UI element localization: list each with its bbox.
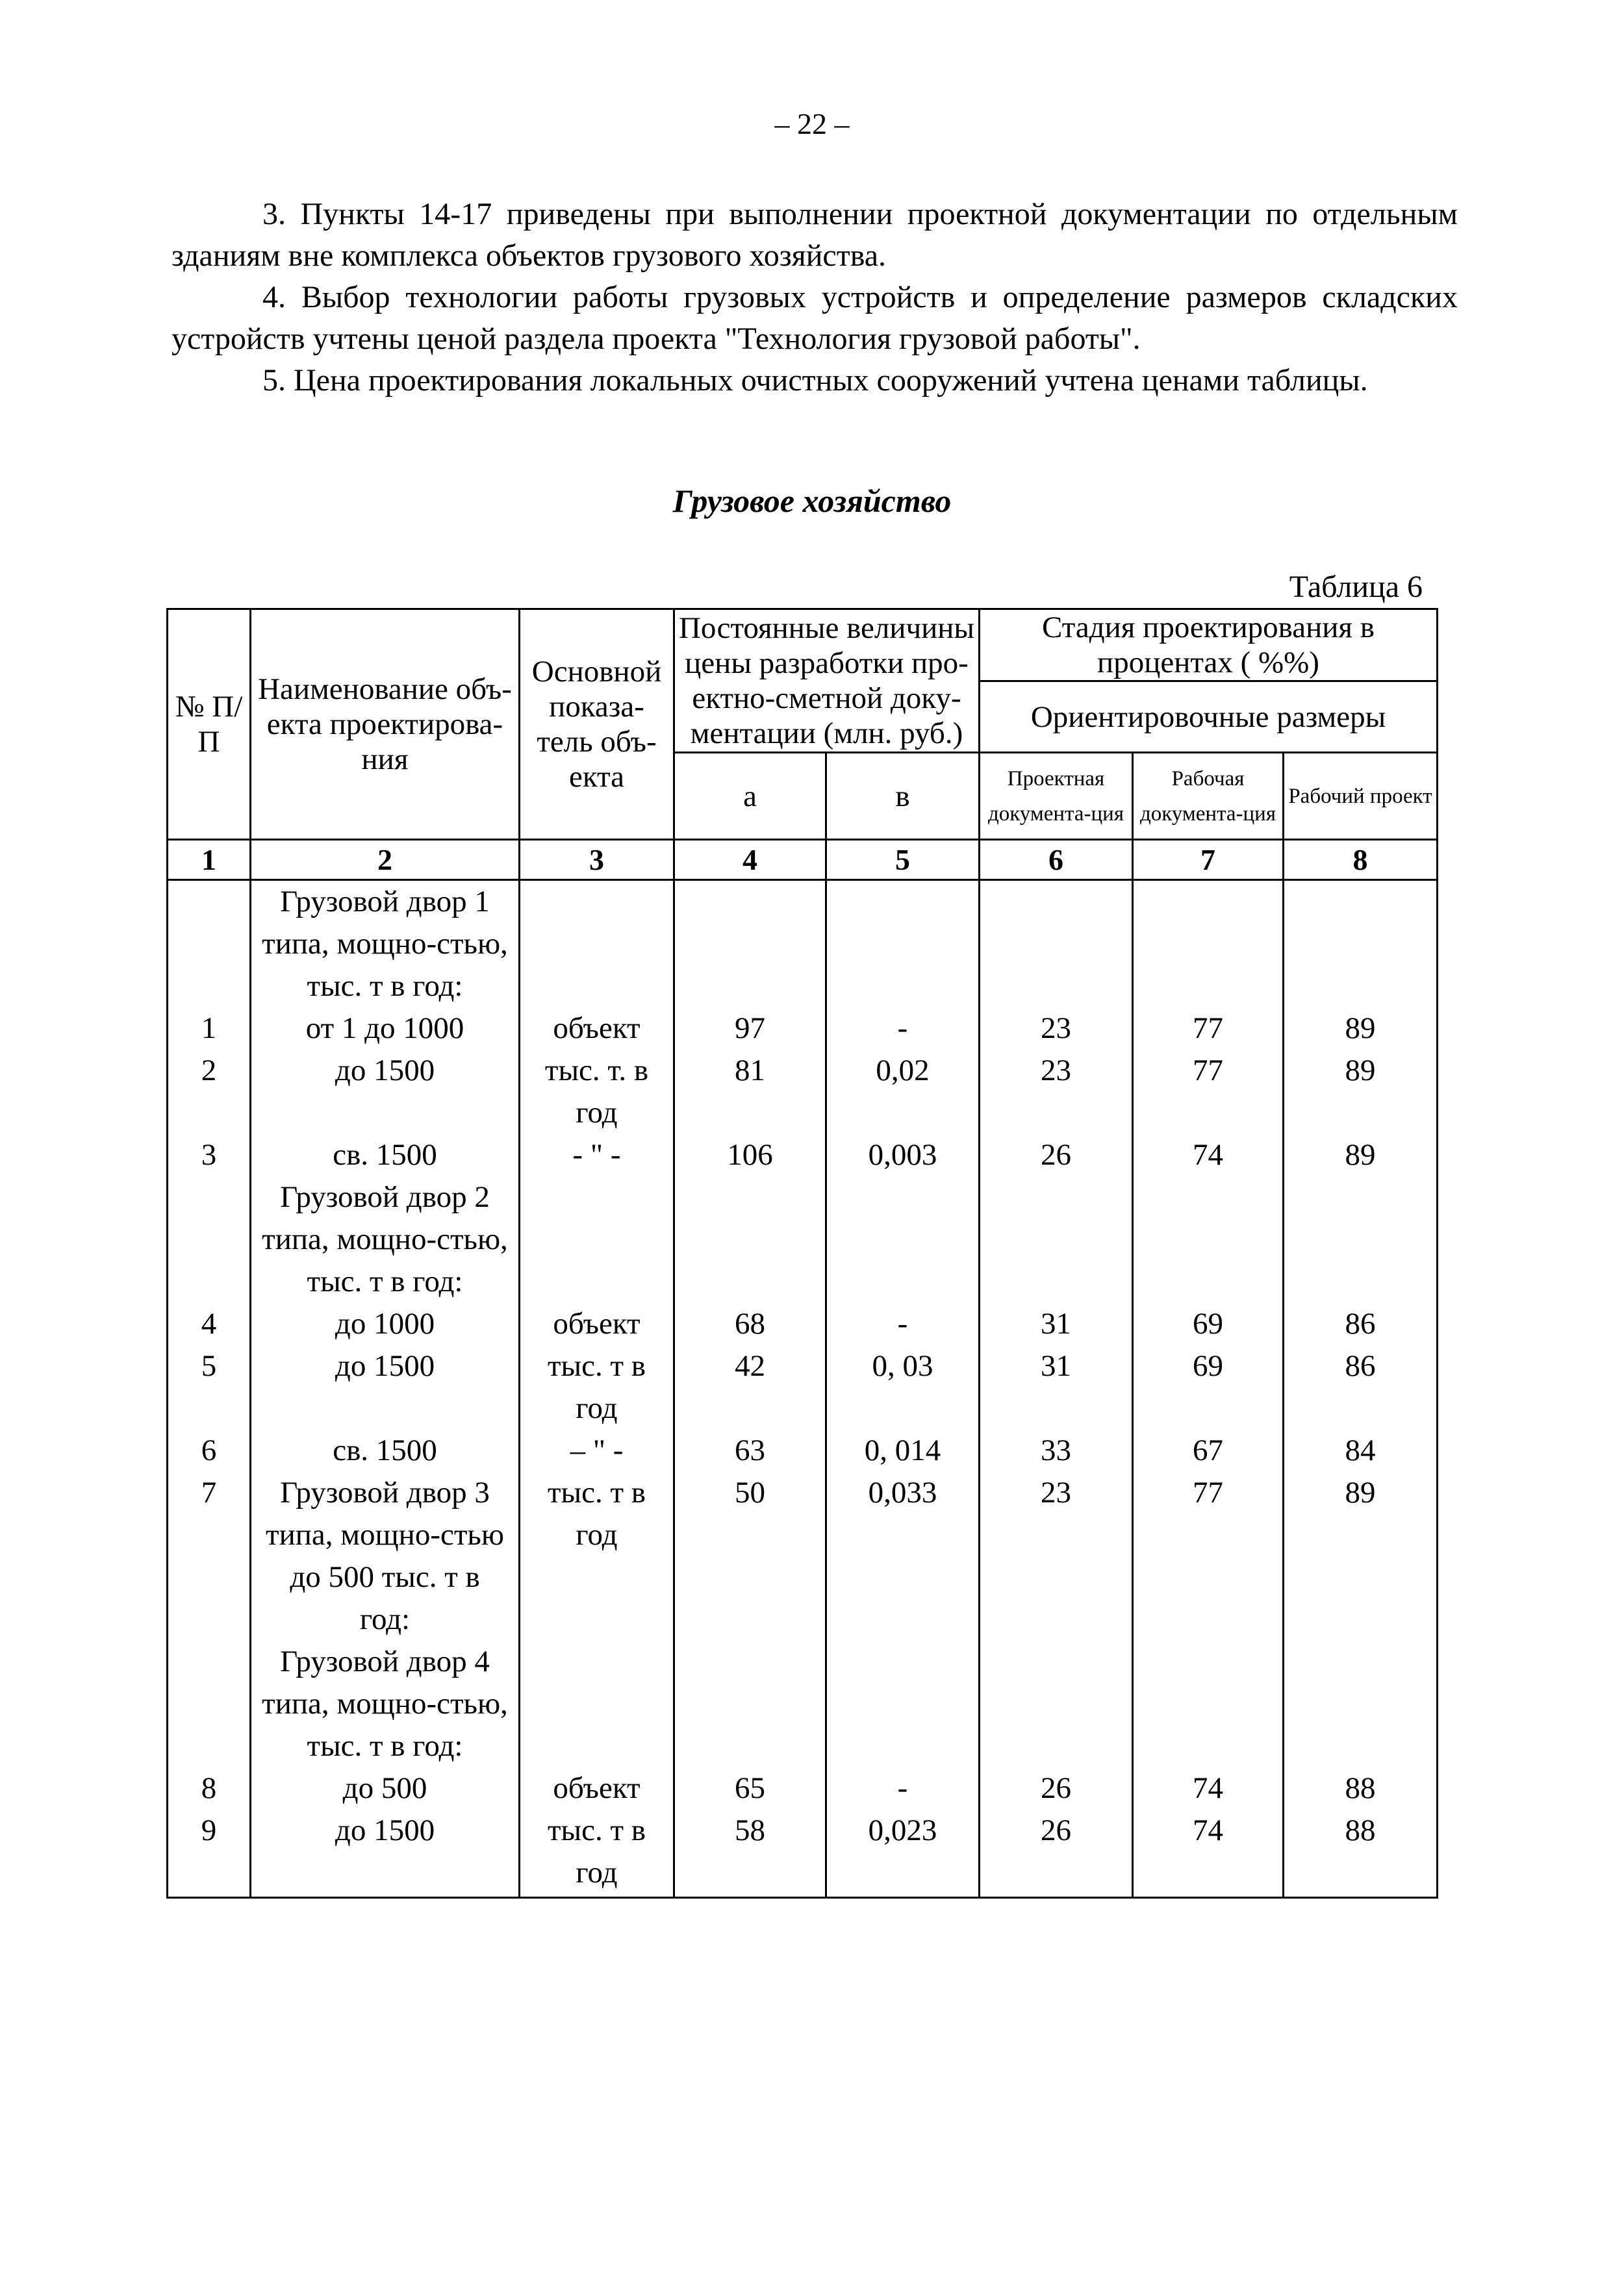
cell-work-doc-pct: 77: [1133, 1472, 1284, 1641]
cell-const-a: 63: [674, 1430, 826, 1472]
cell-name: до 1500: [251, 1050, 520, 1134]
cell-name: Грузовой двор 1 типа, мощно-стью, тыс. т в год:: [251, 880, 520, 1008]
column-number: 4: [674, 840, 826, 880]
cell-num: 6: [168, 1430, 251, 1472]
cell-work-project-pct: 88: [1284, 1767, 1438, 1810]
cell-work-project-pct: 86: [1284, 1345, 1438, 1430]
header-work-project: Рабочий проект: [1284, 753, 1438, 840]
column-number: 1: [168, 840, 251, 880]
cell-work-project-pct: 88: [1284, 1810, 1438, 1898]
cell-const-b: -: [826, 1303, 980, 1345]
cell-const-b: 0, 014: [826, 1430, 980, 1472]
cell-work-project-pct: 86: [1284, 1303, 1438, 1345]
cell-num: [168, 880, 251, 1008]
cell-const-a: 81: [674, 1050, 826, 1134]
cell-const-b: 0,023: [826, 1810, 980, 1898]
cell-num: 8: [168, 1767, 251, 1810]
cell-work-project-pct: 89: [1284, 1007, 1438, 1050]
cell-num: 9: [168, 1810, 251, 1898]
header-indicator: Основной показа-тель объ-екта: [520, 609, 674, 840]
cell-name: до 1000: [251, 1303, 520, 1345]
cell-name: св. 1500: [251, 1430, 520, 1472]
cell-num: 3: [168, 1134, 251, 1176]
table-row: [168, 1810, 1438, 1898]
note-4: 4. Выбор технологии работы грузовых устройств и определение размеров складских устройств учтены ценой раздела проекта "Технология грузовой работы".: [171, 280, 1458, 356]
cell-const-b: -: [826, 1007, 980, 1050]
cell-work-doc-pct: [1133, 1176, 1284, 1303]
cell-const-b: 0,02: [826, 1050, 980, 1134]
cell-const-b: [826, 1641, 980, 1767]
cell-name: до 1500: [251, 1345, 520, 1430]
column-number: 5: [826, 840, 980, 880]
cell-project-doc-pct: 26: [980, 1810, 1133, 1898]
column-number: 7: [1133, 840, 1284, 880]
cell-const-a: 65: [674, 1767, 826, 1810]
group-heading-row: [168, 1176, 1438, 1303]
cell-indicator: тыс. т. в год: [520, 1050, 674, 1134]
cell-project-doc-pct: [980, 1176, 1133, 1303]
cell-work-project-pct: [1284, 880, 1438, 1008]
cell-name: Грузовой двор 2 типа, мощно-стью, тыс. т в год:: [251, 1176, 520, 1303]
cell-num: 7: [168, 1472, 251, 1641]
table-row: [168, 1345, 1438, 1430]
cell-work-project-pct: 89: [1284, 1050, 1438, 1134]
cell-project-doc-pct: 33: [980, 1430, 1133, 1472]
cargo-table: [166, 608, 1438, 1899]
cell-const-a: [674, 1641, 826, 1767]
table-body: [168, 880, 1438, 1898]
cell-num: [168, 1176, 251, 1303]
header-const-group: Постоянные величины цены разработки про-ектно-сметной доку-ментации (млн. руб.): [674, 609, 980, 753]
cell-work-project-pct: 89: [1284, 1134, 1438, 1176]
table-row: [168, 1007, 1438, 1050]
cell-project-doc-pct: 23: [980, 1007, 1133, 1050]
header-const-b: в: [826, 753, 980, 840]
cell-const-a: 42: [674, 1345, 826, 1430]
cell-num: 2: [168, 1050, 251, 1134]
cell-project-doc-pct: [980, 880, 1133, 1008]
notes-block: [171, 194, 1458, 401]
cell-project-doc-pct: 31: [980, 1345, 1133, 1430]
header-project-doc: Проектная документа-ция: [980, 753, 1133, 840]
cell-work-doc-pct: 67: [1133, 1430, 1284, 1472]
cell-name: от 1 до 1000: [251, 1007, 520, 1050]
cell-work-doc-pct: [1133, 880, 1284, 1008]
column-number: 6: [980, 840, 1133, 880]
cell-work-project-pct: 84: [1284, 1430, 1438, 1472]
cell-num: 1: [168, 1007, 251, 1050]
cell-project-doc-pct: 26: [980, 1134, 1133, 1176]
header-num: № П/П: [168, 609, 251, 840]
table-row: [168, 1134, 1438, 1176]
cell-work-doc-pct: [1133, 1641, 1284, 1767]
cell-project-doc-pct: 23: [980, 1050, 1133, 1134]
cell-num: [168, 1641, 251, 1767]
cell-work-doc-pct: 74: [1133, 1810, 1284, 1898]
cell-indicator: тыс. т в год: [520, 1345, 674, 1430]
cell-project-doc-pct: [980, 1641, 1133, 1767]
cell-indicator: тыс. т в год: [520, 1810, 674, 1898]
group-heading-row: [168, 1641, 1438, 1767]
table-row: [168, 1430, 1438, 1472]
cell-num: 5: [168, 1345, 251, 1430]
column-number: 2: [251, 840, 520, 880]
cell-project-doc-pct: 31: [980, 1303, 1133, 1345]
cell-const-a: 68: [674, 1303, 826, 1345]
cell-indicator: объект: [520, 1007, 674, 1050]
cell-indicator: объект: [520, 1303, 674, 1345]
cell-const-b: -: [826, 1767, 980, 1810]
group-heading-row: [168, 880, 1438, 1008]
cell-const-b: [826, 1176, 980, 1303]
cell-work-project-pct: [1284, 1641, 1438, 1767]
table-row: [168, 1303, 1438, 1345]
cell-const-a: 50: [674, 1472, 826, 1641]
cell-const-a: 106: [674, 1134, 826, 1176]
cell-work-doc-pct: 74: [1133, 1767, 1284, 1810]
table-caption: Таблица 6: [1289, 570, 1423, 604]
cell-work-doc-pct: 77: [1133, 1007, 1284, 1050]
cell-indicator: [520, 1176, 674, 1303]
header-name: Наименование объ-екта проектирова-ния: [251, 609, 520, 840]
header-stage-group: Стадия проектирования в процентах ( %%): [980, 609, 1438, 681]
header-work-doc: Рабочая документа-ция: [1133, 753, 1284, 840]
cell-name: Грузовой двор 4 типа, мощно-стью, тыс. т в год:: [251, 1641, 520, 1767]
cell-const-b: 0, 03: [826, 1345, 980, 1430]
cell-project-doc-pct: 23: [980, 1472, 1133, 1641]
cell-name: св. 1500: [251, 1134, 520, 1176]
cell-name: Грузовой двор 3 типа, мощно-стью до 500 тыс. т в год:: [251, 1472, 520, 1641]
cell-const-a: [674, 1176, 826, 1303]
table-row: [168, 1050, 1438, 1134]
cell-indicator: [520, 1641, 674, 1767]
cell-const-a: 97: [674, 1007, 826, 1050]
cell-indicator: объект: [520, 1767, 674, 1810]
cell-indicator: - " -: [520, 1134, 674, 1176]
cell-work-project-pct: [1284, 1176, 1438, 1303]
cell-work-doc-pct: 69: [1133, 1345, 1284, 1430]
table-row: [168, 1472, 1438, 1641]
column-number: 3: [520, 840, 674, 880]
cell-indicator: тыс. т в год: [520, 1472, 674, 1641]
cell-work-project-pct: 89: [1284, 1472, 1438, 1641]
cell-indicator: [520, 880, 674, 1008]
cell-num: 4: [168, 1303, 251, 1345]
page-number: – 22 –: [774, 107, 850, 140]
cell-const-a: [674, 880, 826, 1008]
column-number: 8: [1284, 840, 1438, 880]
table-row: [168, 1767, 1438, 1810]
section-title: Грузовое хозяйство: [672, 483, 952, 519]
cell-indicator: – " -: [520, 1430, 674, 1472]
cell-const-a: 58: [674, 1810, 826, 1898]
cell-work-doc-pct: 69: [1133, 1303, 1284, 1345]
header-const-a: а: [674, 753, 826, 840]
cell-const-b: 0,033: [826, 1472, 980, 1641]
cell-const-b: 0,003: [826, 1134, 980, 1176]
cell-const-b: [826, 880, 980, 1008]
cell-name: до 1500: [251, 1810, 520, 1898]
header-approx-sizes: Ориентировочные размеры: [980, 681, 1438, 753]
cell-name: до 500: [251, 1767, 520, 1810]
note-3: 3. Пункты 14-17 приведены при выполнении проектной документации по отдельным зданиям вне комплекса объектов грузового хозяйства.: [171, 197, 1458, 273]
note-5: 5. Цена проектирования локальных очистных сооружений учтена ценами таблицы.: [262, 363, 1368, 398]
cell-work-doc-pct: 74: [1133, 1134, 1284, 1176]
cell-project-doc-pct: 26: [980, 1767, 1133, 1810]
cell-work-doc-pct: 77: [1133, 1050, 1284, 1134]
